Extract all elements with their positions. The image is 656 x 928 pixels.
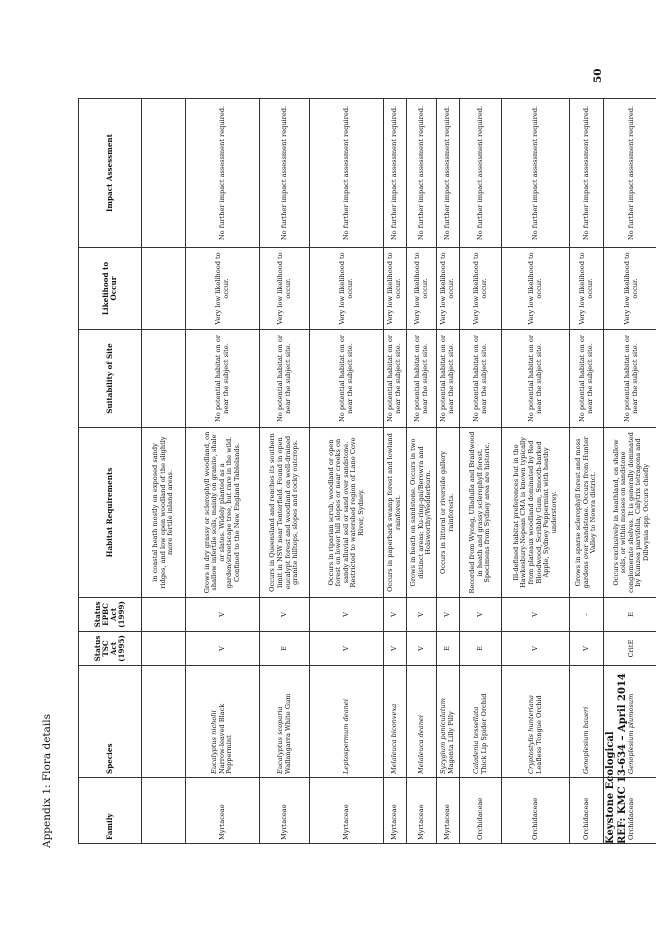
tsc-status-cell: V [310, 632, 384, 666]
tsc-status-cell: V [384, 632, 407, 666]
species-cell [142, 666, 186, 778]
impact-cell: No further impact assessment required. [570, 99, 604, 248]
table-row [460, 99, 502, 844]
common-name: Leafless Tongue Orchid [534, 695, 543, 774]
scientific-name: Eucalyptus scoparia [275, 706, 284, 774]
suitability-cell: No potential habitat on or near the subject site. [384, 330, 407, 428]
tsc-status-cell: V [407, 632, 437, 666]
header-habitat: Habitat Requirements [79, 428, 142, 598]
species-cell [186, 666, 260, 778]
suitability-cell: No potential habitat on or near the subject site. [570, 330, 604, 428]
likelihood-cell: Very low likelihood to occur. [186, 248, 260, 330]
family-cell: Orchidaceae [604, 778, 656, 844]
suitability-cell: No potential habitat on or near the subject site. [186, 330, 260, 428]
common-name: Magenta Lilly Pilly [447, 711, 455, 774]
epbc-status-cell: E [604, 598, 656, 632]
suitability-cell: No potential habitat on or near the subject site. [260, 330, 310, 428]
species-cell [460, 666, 502, 778]
habitat-cell: Occurs exclusively in heathland, on shallow soils, or within mosses on sandstone conglomerate shelves. It is generally dominated by Kunzea parvifolia, Calytrix tetragona and Dillwynia spp. Occurs chiefly [604, 428, 656, 598]
family-cell: Orchidaceae [502, 778, 570, 844]
table-row [437, 99, 460, 844]
species-cell [407, 666, 437, 778]
impact-cell: No further impact assessment required. [260, 99, 310, 248]
common-name: Thick Lip Spider Orchid [479, 693, 488, 774]
suitability-cell [142, 330, 186, 428]
likelihood-cell: Very low likelihood to occur. [260, 248, 310, 330]
impact-cell: No further impact assessment required. [502, 99, 570, 248]
tsc-status-cell: E [460, 632, 502, 666]
habitat-cell: in coastal heath mostly on exposed sandy ridges, and low open woodland of the slightly more fertile inland areas. [142, 428, 186, 598]
table-header-row [79, 99, 142, 844]
suitability-cell: No potential habitat on or near the subject site. [437, 330, 460, 428]
footer-reference: REF: KMC 13-634 – April 2014 [617, 673, 628, 844]
scientific-name: Leptospermum deanei [341, 699, 350, 774]
likelihood-cell: Very low likelihood to occur. [437, 248, 460, 330]
habitat-cell: Occurs in Queensland and reaches its southern limit in NSW near Tenterfield. Found in open eucalypt forest and woodland on well-drained granite hilltops, slopes and rocky outcrops. [260, 428, 310, 598]
table-row [186, 99, 260, 844]
likelihood-cell [142, 248, 186, 330]
species-cell [310, 666, 384, 778]
family-cell: Myrtaceae [310, 778, 384, 844]
habitat-cell: Occurs in riparian scrub, woodland or open forest on lower hill slopes or near creeks on sandy alluvial soil or sand over sandstone. Restricted to watershed region of Lane Cove River, Sydney. [310, 428, 384, 598]
table-row [260, 99, 310, 844]
epbc-status-cell: V [502, 598, 570, 632]
epbc-status-cell: V [460, 598, 502, 632]
table-row [384, 99, 407, 844]
likelihood-cell: Very low likelihood to occur. [384, 248, 407, 330]
header-tsc-status: Status TSC Act (1995) [79, 632, 142, 666]
impact-cell: No further impact assessment required. [604, 99, 656, 248]
species-cell [502, 666, 570, 778]
impact-cell: No further impact assessment required. [186, 99, 260, 248]
family-cell: Myrtaceae [384, 778, 407, 844]
species-cell [384, 666, 407, 778]
habitat-cell: Grows in heath on sandstone. Occurs in two distinct areas: Ku-ring-gai/Berowra and Holsworthy/Wedderburn. [407, 428, 437, 598]
table-row [407, 99, 437, 844]
likelihood-cell: Very low likelihood to occur. [570, 248, 604, 330]
habitat-cell: Grows in dry grassy or sclerophyll woodland, on shallow infertile soils, mainly on granite, shale or slates. Widely planted as a garden/streetscape tree, but rare in the wild. Confined to the New England Tablelands. [186, 428, 260, 598]
epbc-status-cell [142, 598, 186, 632]
habitat-cell: Recorded from Wyong, Ulladulla and Braidwood in heath and grassy sclerophyll forest. Specimens from Sydney area are historic. [460, 428, 502, 598]
tsc-status-cell: E [260, 632, 310, 666]
scientific-name: Syzygium paniculatum [439, 697, 448, 774]
scientific-name: Caladenia tessellata [471, 706, 480, 774]
header-species: Species [79, 666, 142, 778]
scientific-name: Genoplesium baueri [581, 706, 590, 774]
family-cell: Myrtaceae [407, 778, 437, 844]
family-cell: Myrtaceae [437, 778, 460, 844]
scientific-name: Genoplesium plumosum [626, 693, 635, 774]
epbc-status-cell: V [437, 598, 460, 632]
impact-cell: No further impact assessment required. [384, 99, 407, 248]
epbc-status-cell: V [260, 598, 310, 632]
epbc-status-cell: V [384, 598, 407, 632]
tsc-status-cell: E [437, 632, 460, 666]
scientific-name: Eucalyptus nicholii [210, 710, 219, 774]
common-name: Wallangarra White Gum [283, 693, 292, 774]
impact-cell: No further impact assessment required. [407, 99, 437, 248]
header-likelihood: Likelihood to Occur [79, 248, 142, 330]
epbc-status-cell: V [310, 598, 384, 632]
header-suitability: Suitability of Site [79, 330, 142, 428]
flora-table-body [142, 99, 656, 844]
impact-cell: No further impact assessment required. [460, 99, 502, 248]
suitability-cell: No potential habitat on or near the subject site. [460, 330, 502, 428]
table-row [310, 99, 384, 844]
header-impact: Impact Assessment [79, 99, 142, 248]
epbc-status-cell: - [570, 598, 604, 632]
tsc-status-cell: CritE [604, 632, 656, 666]
footer-company: Keystone Ecological [605, 731, 616, 844]
tsc-status-cell [142, 632, 186, 666]
species-cell [570, 666, 604, 778]
suitability-cell: No potential habitat on or near the subject site. [310, 330, 384, 428]
habitat-cell: Ill-defined habitat preferences but in the Hawkesbury-Nepean CMA is known typically from plateaux woodland dominated by Red Bloodwood, Scribbly Gum, Smooth-barked Apple, Sydney Peppermint with heathy understorey. [502, 428, 570, 598]
habitat-cell: Occurs in littoral or riverside gallery rainforests. [437, 428, 460, 598]
family-cell [142, 778, 186, 844]
likelihood-cell: Very low likelihood to occur. [604, 248, 656, 330]
family-cell: Myrtaceae [186, 778, 260, 844]
table-row [570, 99, 604, 844]
common-name: Narrow-leaved Black Peppermint [217, 703, 234, 774]
suitability-cell: No potential habitat on or near the subject site. [604, 330, 656, 428]
likelihood-cell: Very low likelihood to occur. [407, 248, 437, 330]
epbc-status-cell: V [186, 598, 260, 632]
scientific-name: Cryptostylis hunteriana [526, 695, 535, 774]
family-cell: Orchidaceae [460, 778, 502, 844]
header-family: Family [79, 778, 142, 844]
epbc-status-cell: V [407, 598, 437, 632]
species-cell [260, 666, 310, 778]
tsc-status-cell: V [570, 632, 604, 666]
impact-cell [142, 99, 186, 248]
likelihood-cell: Very low likelihood to occur. [310, 248, 384, 330]
table-row [502, 99, 570, 844]
suitability-cell: No potential habitat on or near the subject site. [502, 330, 570, 428]
likelihood-cell: Very low likelihood to occur. [502, 248, 570, 330]
species-cell [437, 666, 460, 778]
page-footer [605, 673, 629, 844]
habitat-cell: Occurs in paperbark swamp forest and lowland rainforest. [384, 428, 407, 598]
impact-cell: No further impact assessment required. [310, 99, 384, 248]
scientific-name: Melaleuca biconvexa [390, 703, 399, 774]
scientific-name: Melaleuca deanei [416, 715, 425, 774]
flora-table [78, 98, 656, 844]
likelihood-cell: Very low likelihood to occur. [460, 248, 502, 330]
table-row [142, 99, 186, 844]
habitat-cell: Grows in sparse sclerophyll forest and moss gardens over sandstone. Occurs from Hunter Valley to Nowra district. [570, 428, 604, 598]
suitability-cell: No potential habitat on or near the subject site. [407, 330, 437, 428]
page-caption: Appendix 1: Flora details [41, 714, 53, 848]
header-epbc-status: Status EPBC Act (1999) [79, 598, 142, 632]
family-cell: Myrtaceae [260, 778, 310, 844]
tsc-status-cell: V [186, 632, 260, 666]
tsc-status-cell: V [502, 632, 570, 666]
page-number: 50 [592, 68, 604, 83]
family-cell: Orchidaceae [570, 778, 604, 844]
impact-cell: No further impact assessment required. [437, 99, 460, 248]
